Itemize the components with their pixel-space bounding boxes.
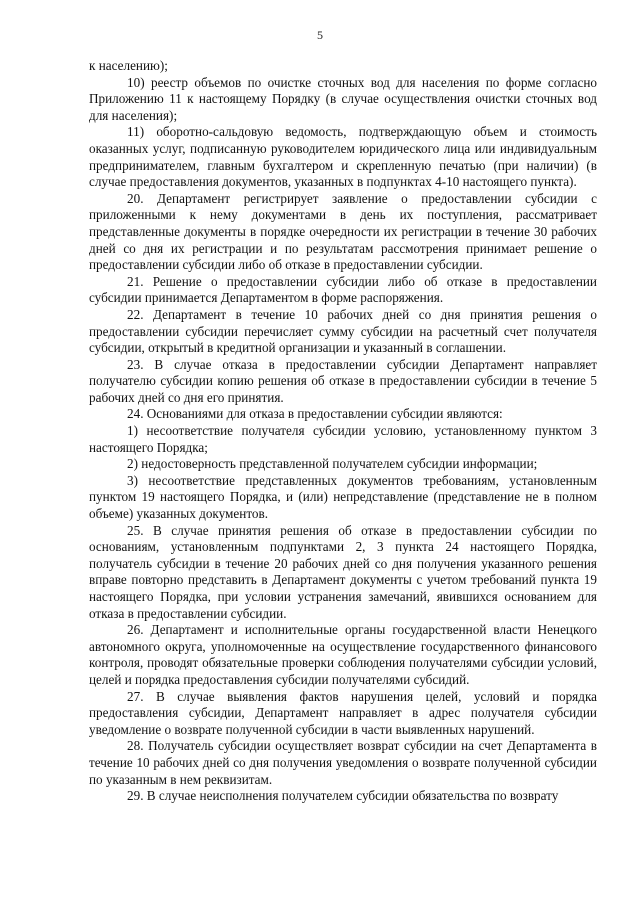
paragraph-continuation: к населению); bbox=[89, 58, 168, 73]
paragraph-28: 28. Получатель субсидии осуществляет возврат субсидии на счет Департамента в течение 10 рабочих дней со дня получения уведомления о возврате полученной субсидии по указанным в нем реквизитам. bbox=[89, 738, 597, 787]
paragraph-24: 24. Основаниями для отказа в предоставлении субсидии являются: bbox=[127, 406, 503, 422]
paragraph-22: 22. Департамент в течение 10 рабочих дней со дня принятия решения о предоставлении субсидии перечисляет сумму субсидии на расчетный счет получателя субсидии, открытый в кредитной организации и указанный в соглашении. bbox=[89, 306, 597, 356]
paragraph-26: 26. Департамент и исполнительные органы государственной власти Ненецкого автономного округа, уполномоченные на осуществление государственного финансового контроля, проводят обязательные проверки соблюдения получателями субсидии условий, целей и порядка предоставления субсидии получателями субсидий. bbox=[89, 622, 597, 687]
paragraph-24-item-2: 2) недостоверность представленной получателем субсидии информации; bbox=[127, 456, 538, 472]
paragraph-21: 21. Решение о предоставлении субсидии либо об отказе в предоставлении субсидии принимается Департаментом в форме распоряжения. bbox=[89, 273, 597, 306]
paragraph-item-11: 11) оборотно-сальдовую ведомость, подтверждающую объем и стоимость оказанных услуг, подписанную руководителем юридического лица или индивидуальным предпринимателем, главным бухгалтером и скрепленную печатью (при наличии) (в случае предоставления документов, указанных в подпунктах 4-10 настоящего пункта). bbox=[89, 124, 597, 190]
paragraph-25: 25. В случае принятия решения об отказе в предоставлении субсидии по основаниям, установленным подпунктами 2, 3 пункта 24 настоящего Порядка, получатель субсидии в течение 20 рабочих дней со дня получения указанного решения вправе повторно представить в Департамент документы с учетом требований пункта 19 настоящего Порядка, при условии устранения замечаний, явившихся основанием для отказа в предоставлении субсидии. bbox=[89, 522, 597, 621]
paragraph-29: 29. В случае неисполнения получателем субсидии обязательства по возврату bbox=[127, 788, 559, 804]
page-number: 5 bbox=[317, 28, 323, 42]
document-body bbox=[89, 58, 597, 805]
paragraph-27: 27. В случае выявления фактов нарушения целей, условий и порядка предоставления субсидии, Департамент направляет в адрес получателя субсидии уведомление о возврате полученной субсидии в части выявленных нарушений. bbox=[89, 688, 597, 737]
paragraph-20: 20. Департамент регистрирует заявление о предоставлении субсидии с приложенными к нему документами в день их поступления, рассматривает представленные документы в порядке очередности их регистрации в течение 30 рабочих дней со дня их регистрации и по результатам рассмотрения принимает решение о предоставлении субсидии либо об отказе в предоставлении субсидии. bbox=[89, 190, 597, 273]
paragraph-item-10: 10) реестр объемов по очистке сточных вод для населения по форме согласно Приложению 11 к настоящему Порядку (в случае осуществления очистки сточных вод для населения); bbox=[89, 74, 597, 123]
paragraph-23: 23. В случае отказа в предоставлении субсидии Департамент направляет получателю субсидии копию решения об отказе в предоставлении субсидии в течение 5 рабочих дней со дня его принятия. bbox=[89, 356, 597, 405]
paragraph-24-item-1: 1) несоответствие получателя субсидии условию, установленному пунктом 3 настоящего Порядка; bbox=[89, 423, 597, 455]
paragraph-24-item-3: 3) несоответствие представленных документов требованиям, установленным пунктом 19 настоящего Порядка, и (или) непредставление (представление не в полном объеме) указанных документов. bbox=[89, 472, 597, 522]
